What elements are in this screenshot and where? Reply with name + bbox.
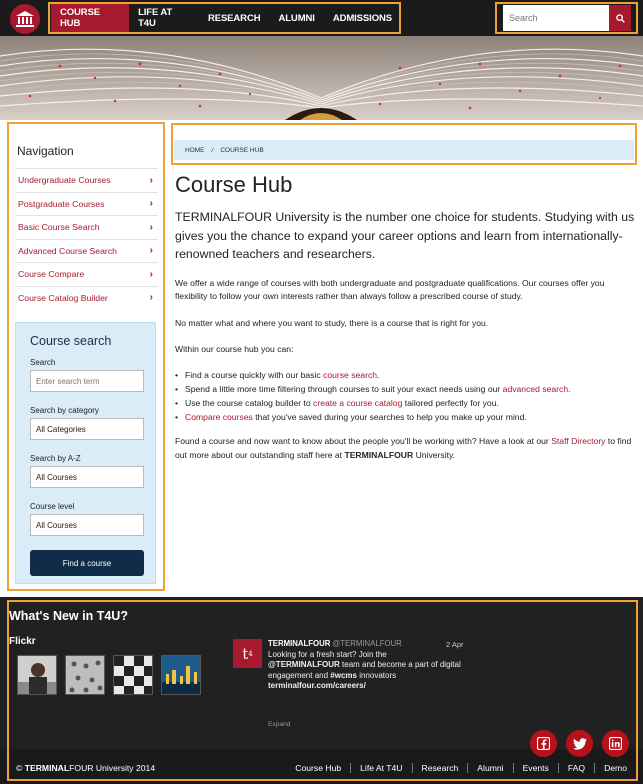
hero-banner [0, 36, 643, 120]
chevron-right-icon: › [149, 268, 153, 280]
course-search-input[interactable] [30, 370, 144, 392]
flickr-thumbnail[interactable] [65, 655, 105, 695]
footer-heading: What's New in T4U? [9, 609, 128, 623]
facebook-icon [537, 737, 550, 750]
sidebar-item-label: Undergraduate Courses [18, 175, 111, 186]
tweet-expand-link[interactable]: Expand [268, 721, 291, 728]
category-label: Search by category [30, 406, 99, 415]
footer-link-events[interactable]: Events [513, 763, 558, 773]
sidebar-item-postgraduate[interactable] [15, 192, 158, 216]
staff-directory-link[interactable]: Staff Directory [551, 436, 606, 447]
chevron-right-icon: › [149, 292, 153, 304]
level-label: Course level [30, 502, 75, 511]
sidebar-item-label: Advanced Course Search [18, 245, 117, 256]
intro-paragraph: TERMINALFOUR University is the number one choice for students. Studying with us gives you the chance to expand your career options and learn from internationally-renowned teachers and researchers. [175, 210, 635, 262]
photo-image [18, 656, 57, 695]
sidebar-item-label: Postgraduate Courses [18, 198, 105, 209]
search-icon [616, 14, 625, 23]
body-paragraph: We offer a wide range of courses with both undergraduate and postgraduate qualifications. Our courses offer you flexibility to follow your own interests rather than always follow a prescribed course of study. [175, 278, 605, 302]
flickr-thumbnail[interactable] [161, 655, 201, 695]
nav-life-at-t4u[interactable]: LIFE AT T4U [138, 7, 173, 29]
level-select[interactable]: All Courses [30, 514, 144, 536]
body-paragraph: Within our course hub you can: [175, 344, 294, 354]
compare-courses-link[interactable]: Compare courses [185, 411, 253, 422]
twitter-button[interactable] [566, 730, 593, 757]
breadcrumb-separator: / [211, 146, 214, 154]
sidebar-item-undergraduate[interactable] [15, 168, 158, 192]
page-title: Course Hub [175, 172, 293, 197]
create-catalog-link[interactable]: create a course catalog [313, 397, 403, 408]
sidebar-item-course-compare[interactable] [15, 262, 158, 286]
footer-link-faq[interactable]: FAQ [558, 763, 594, 773]
site-header [0, 0, 643, 36]
chevron-right-icon: › [149, 174, 153, 186]
flickr-thumbnail[interactable] [17, 655, 57, 695]
twitter-avatar[interactable]: t 4 [233, 639, 262, 668]
tweet-date: 2 Apr [446, 640, 464, 649]
footer-link-alumni[interactable]: Alumni [467, 763, 512, 773]
list-item: • Compare courses that you've saved during your searches to help you make up your mind. [175, 411, 635, 425]
course-search-panel [15, 322, 156, 584]
find-course-button[interactable]: Find a course [30, 550, 144, 576]
copyright: © TERMINALFOUR University 2014 [16, 763, 156, 773]
tweet-hashtag[interactable]: #wcms [330, 670, 357, 680]
list-item: • Spend a little more time filtering through courses to suit your exact needs using our advanced search. [175, 383, 635, 397]
chevron-right-icon: › [149, 198, 153, 210]
az-select[interactable]: All Courses [30, 466, 144, 488]
header-search [495, 2, 638, 34]
sidebar-item-advanced-search[interactable] [15, 239, 158, 263]
breadcrumb [174, 140, 634, 160]
flickr-thumbnail[interactable] [113, 655, 153, 695]
photo-image [66, 656, 105, 695]
nav-admissions[interactable]: ADMISSIONS [332, 12, 392, 24]
footer-link-life-at-t4u[interactable]: Life At T4U [350, 763, 411, 773]
sidebar-item-basic-search[interactable] [15, 215, 158, 239]
advanced-search-link[interactable]: advanced search [502, 384, 569, 395]
tweet-author[interactable]: TERMINALFOUR @TERMINALFOUR [268, 639, 402, 648]
sidebar-item-label: Course Compare [18, 269, 85, 280]
tweet-handle: @TERMINALFOUR [332, 639, 402, 648]
sidebar-item-label: Basic Course Search [18, 222, 100, 233]
body-paragraph: No matter what and where you want to study, there is a course that is right for you. [175, 317, 489, 328]
site-footer [0, 597, 643, 784]
twitter-icon [573, 738, 587, 750]
feature-list [175, 369, 635, 424]
course-search-link[interactable]: course search [323, 370, 378, 381]
linkedin-icon [609, 737, 622, 750]
nav-research[interactable]: RESEARCH [207, 12, 261, 24]
footer-links [286, 763, 627, 773]
flickr-label: Flickr [9, 636, 36, 647]
main-content [175, 172, 635, 475]
closing-paragraph: Found a course and now want to know about the people you'll be working with? Have a look at our Staff Directory to find out more about our outstanding staff here at TERMINALFOUR University. [175, 436, 632, 460]
university-logo[interactable] [10, 4, 40, 34]
nav-alumni[interactable]: ALUMNI [278, 12, 315, 24]
search-label: Search [30, 358, 56, 367]
linkedin-button[interactable] [602, 730, 629, 757]
main-nav [48, 2, 401, 34]
sidebar-item-label: Course Catalog Builder [18, 292, 108, 303]
sidebar-title: Navigation [17, 144, 74, 158]
breadcrumb-home[interactable]: HOME [185, 146, 205, 154]
breadcrumb-container [171, 123, 637, 165]
footer-link-demo[interactable]: Demo [594, 763, 627, 773]
chevron-right-icon: › [149, 245, 153, 257]
building-icon [16, 11, 34, 27]
course-search-title: Course search [30, 334, 112, 348]
photo-image [162, 656, 201, 695]
chevron-right-icon: › [149, 221, 153, 233]
sidebar-item-catalog-builder[interactable] [15, 286, 158, 310]
category-select[interactable]: All Categories [30, 418, 144, 440]
sidebar [7, 122, 165, 591]
tweet-text: Looking for a fresh start? Join the @TERMINALFOUR team and become a part of digital engagement and #wcms innovators terminalfour.com/careers/ [268, 650, 461, 691]
search-input[interactable] [503, 5, 609, 31]
tweet-mention[interactable]: @TERMINALFOUR [268, 660, 340, 670]
list-item: • Use the course catalog builder to create a course catalog tailored perfectly for you. [175, 397, 635, 411]
tweet-link[interactable]: terminalfour.com/careers/ [268, 681, 366, 691]
search-button[interactable] [609, 5, 631, 31]
nav-course-hub[interactable]: COURSE HUB [51, 3, 129, 33]
list-item: • Find a course quickly with our basic course search. [175, 369, 635, 383]
facebook-button[interactable] [530, 730, 557, 757]
breadcrumb-current: COURSE HUB [220, 146, 264, 154]
photo-image [114, 656, 153, 695]
az-label: Search by A-Z [30, 454, 81, 463]
footer-link-research[interactable]: Research [412, 763, 468, 773]
footer-link-course-hub[interactable]: Course Hub [295, 763, 342, 773]
book-pages-image [0, 36, 643, 120]
